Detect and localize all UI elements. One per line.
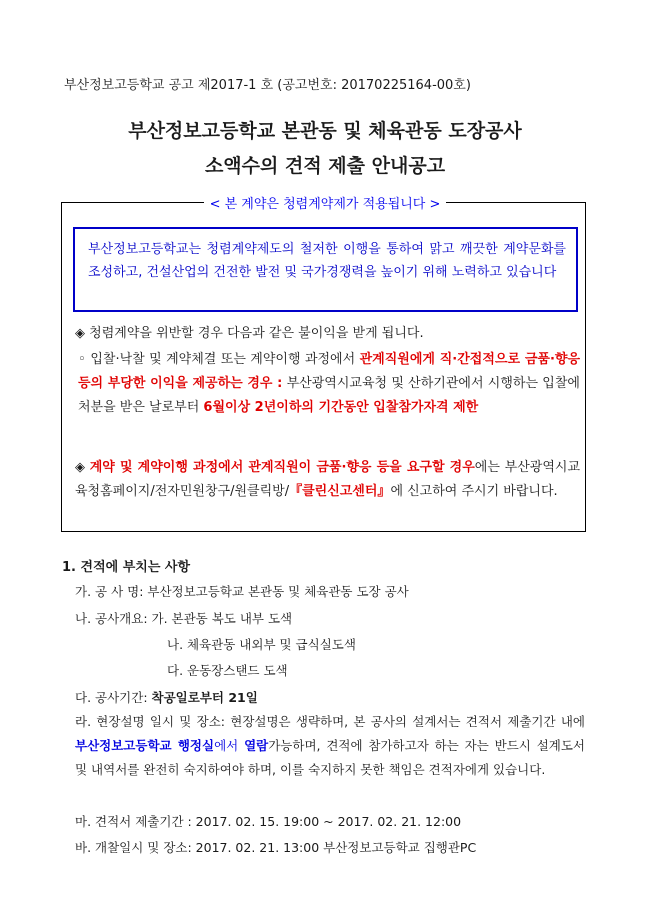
- sub-text-penalty: 6월이상 2년이하의 기간동안 입찰참가자격 제한: [203, 400, 479, 415]
- item-ra-text-3: 가능하며, 견적에 참가하고자 하는 자는 반드시 설계도서 및 내역서를 완전히 숙지하여야 하며, 이를 숙지하지 못한 책임은 견적자에게 있습니다.: [75, 738, 585, 777]
- item-da-value: 착공일로부터 21일: [151, 690, 258, 705]
- page-title: 부산정보고등학교 본관동 및 체육관동 도장공사: [128, 120, 522, 142]
- integrity-sub-item: [78, 348, 580, 420]
- section-1-heading: 1. 견적에 부치는 사항: [62, 560, 191, 575]
- item-da-label: 다. 공사기간:: [75, 690, 152, 705]
- item-na: 나. 공사개요: 가. 본관동 복도 내부 도색: [75, 611, 293, 626]
- item-ra-view: 열람: [244, 738, 269, 753]
- integrity-banner: < 본 계약은 청렴계약제가 적용됩니다 >: [0, 193, 650, 212]
- integrity-statement-box: 부산정보고등학교는 청렴계약제도의 철저한 이행을 통하여 맑고 깨끗한 계약문화를 조성하고, 건설산업의 건전한 발전 및 국가경쟁력을 높이기 위해 노력하고 있습니다: [73, 227, 578, 312]
- diamond-bullet-icon: ◈: [75, 460, 85, 475]
- item-na-sub-3: 다. 운동장스탠드 도색: [167, 663, 288, 678]
- item-ra-text-2: 에서: [214, 738, 245, 753]
- item-da: [75, 688, 258, 706]
- item-2-red-text: 계약 및 계약이행 과정에서 관계직원이 금품·향응 등을 요구할 경우: [89, 460, 475, 475]
- item-ra-office: 부산정보고등학교 행정실: [75, 738, 215, 753]
- sub-text-penalty-cause: 관계직원에게 직·간접적으로 금품·향응 등의 부당한 이익을 제공하는 경우 :: [78, 352, 581, 391]
- item-ba: 바. 개찰일시 및 장소: 2017. 02. 21. 13:00 부산정보고등학교 집행관PC: [75, 840, 477, 855]
- item-2-channels: 에는 부산광역시교육청홈페이지/전자민원창구/원클릭방/: [75, 460, 580, 499]
- item-ra-text-1: 라. 현장설명 일시 및 장소: 현장설명은 생략하며, 본 공사의 설계서는 견적서 제출기간 내에: [75, 714, 585, 729]
- integrity-item-1-text: 청렴계약을 위반할 경우 다음과 같은 불이익을 받게 됩니다.: [89, 326, 424, 341]
- integrity-item-2: [75, 456, 580, 504]
- item-2-end: 에 신고하여 주시기 바랍니다.: [390, 484, 558, 499]
- item-ma: 마. 견적서 제출기간 : 2017. 02. 15. 19:00 ~ 2017. 02. 21. 12:00: [75, 814, 462, 829]
- diamond-bullet-icon: ◈: [75, 326, 85, 341]
- sub-text-1: 입찰·낙찰 및 계약체결 또는 계약이행 과정에서: [90, 352, 360, 367]
- integrity-item-1: [75, 322, 580, 346]
- notice-number: 부산정보고등학교 공고 제2017-1 호 (공고번호: 20170225164-00호): [64, 78, 471, 93]
- item-ra: [75, 710, 585, 782]
- circle-bullet-icon: ◦: [78, 352, 86, 367]
- page-subtitle: 소액수의 견적 제출 안내공고: [204, 155, 446, 177]
- item-ga: 가. 공 사 명: 부산정보고등학교 본관동 및 체육관동 도장 공사: [75, 584, 409, 599]
- clean-report-center: 『클린신고센터』: [289, 484, 391, 499]
- sub-text-3: 부산광역시교육청 및 산하기관에서 시행하는 입찰에 처분을 받은 날로부터: [78, 376, 580, 415]
- item-na-sub-2: 나. 체육관동 내외부 및 급식실도색: [167, 637, 356, 652]
